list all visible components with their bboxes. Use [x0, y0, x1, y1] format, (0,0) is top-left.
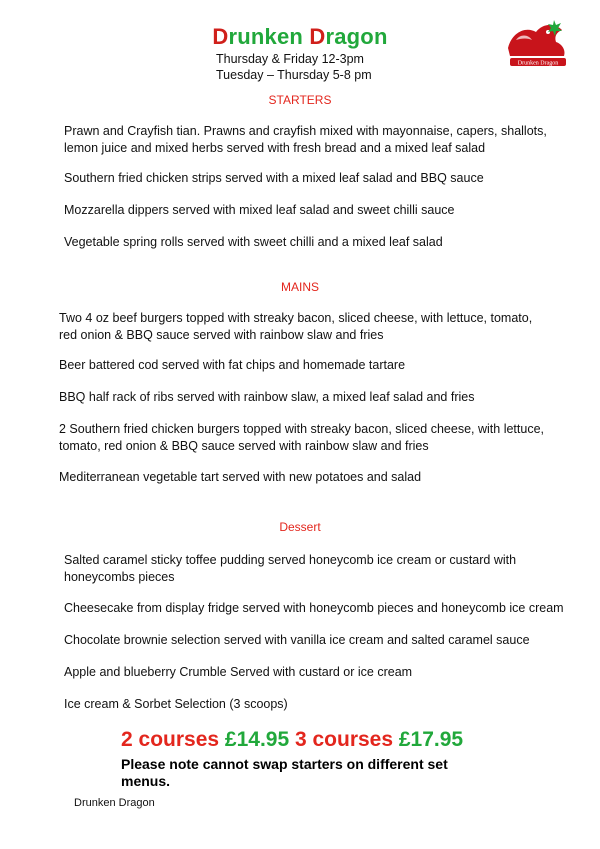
main-item-5: Mediterranean vegetable tart served with new potatoes and salad [59, 470, 422, 484]
title-part-1: runken [228, 24, 310, 49]
starters-heading: STARTERS [268, 93, 332, 107]
dessert-item-2: Cheesecake from display fridge served with honeycomb pieces and honeycomb ice cream [64, 601, 564, 615]
course-pricing [121, 728, 463, 752]
footer-restaurant-name: Drunken Dragon [74, 797, 155, 809]
starter-item-1: Prawn and Crayfish tian. Prawns and crayfish mixed with mayonnaise, capers, shallots, lemon juice and mixed herbs served with fresh bread and a mixed leaf salad [64, 124, 547, 155]
dessert-item-3: Chocolate brownie selection served with vanilla ice cream and salted caramel sauce [64, 633, 530, 647]
hours-line-1: Thursday & Friday 12-3pm [216, 52, 364, 66]
three-courses-label: 3 courses [289, 728, 399, 751]
main-item-2: Beer battered cod served with fat chips and homemade tartare [59, 358, 406, 372]
title-letter-d2: D [309, 24, 326, 49]
dessert-item-1: Salted caramel sticky toffee pudding served honeycomb ice cream or custard with honeycombs pieces [64, 553, 517, 584]
two-courses-label: 2 courses [121, 728, 225, 751]
dessert-item-4: Apple and blueberry Crumble Served with custard or ice cream [64, 665, 413, 679]
title-letter-d1: D [212, 24, 229, 49]
starter-item-3: Mozzarella dippers served with mixed leaf salad and sweet chilli sauce [64, 203, 455, 217]
swap-note: Please note cannot swap starters on different set menus. [121, 756, 448, 789]
three-courses-price: £17.95 [398, 728, 464, 751]
logo-text: Drunken Dragon [517, 60, 559, 67]
main-item-4: 2 Southern fried chicken burgers topped with streaky bacon, sliced cheese, with lettuce, tomato, red onion & BBQ sauce served with rainbow slaw and fries [59, 422, 544, 453]
dragon-logo-icon [502, 18, 572, 70]
dessert-heading: Dessert [279, 520, 321, 534]
main-item-1: Two 4 oz beef burgers topped with streaky bacon, sliced cheese, with lettuce, tomato, red onion & BBQ sauce served with rainbow slaw and fries [59, 311, 533, 342]
two-courses-price: £14.95 [224, 728, 290, 751]
mains-heading: MAINS [280, 280, 319, 294]
dessert-item-5: Ice cream & Sorbet Selection (3 scoops) [64, 697, 288, 711]
dragon-logo [502, 18, 572, 70]
starter-item-4: Vegetable spring rolls served with sweet chilli and a mixed leaf salad [64, 235, 443, 249]
title-part-2: ragon [325, 24, 388, 49]
main-item-3: BBQ half rack of ribs served with rainbow slaw, a mixed leaf salad and fries [59, 390, 475, 404]
starter-item-2: Southern fried chicken strips served with a mixed leaf salad and BBQ sauce [64, 171, 484, 185]
hours-line-2: Tuesday – Thursday 5-8 pm [216, 68, 372, 82]
